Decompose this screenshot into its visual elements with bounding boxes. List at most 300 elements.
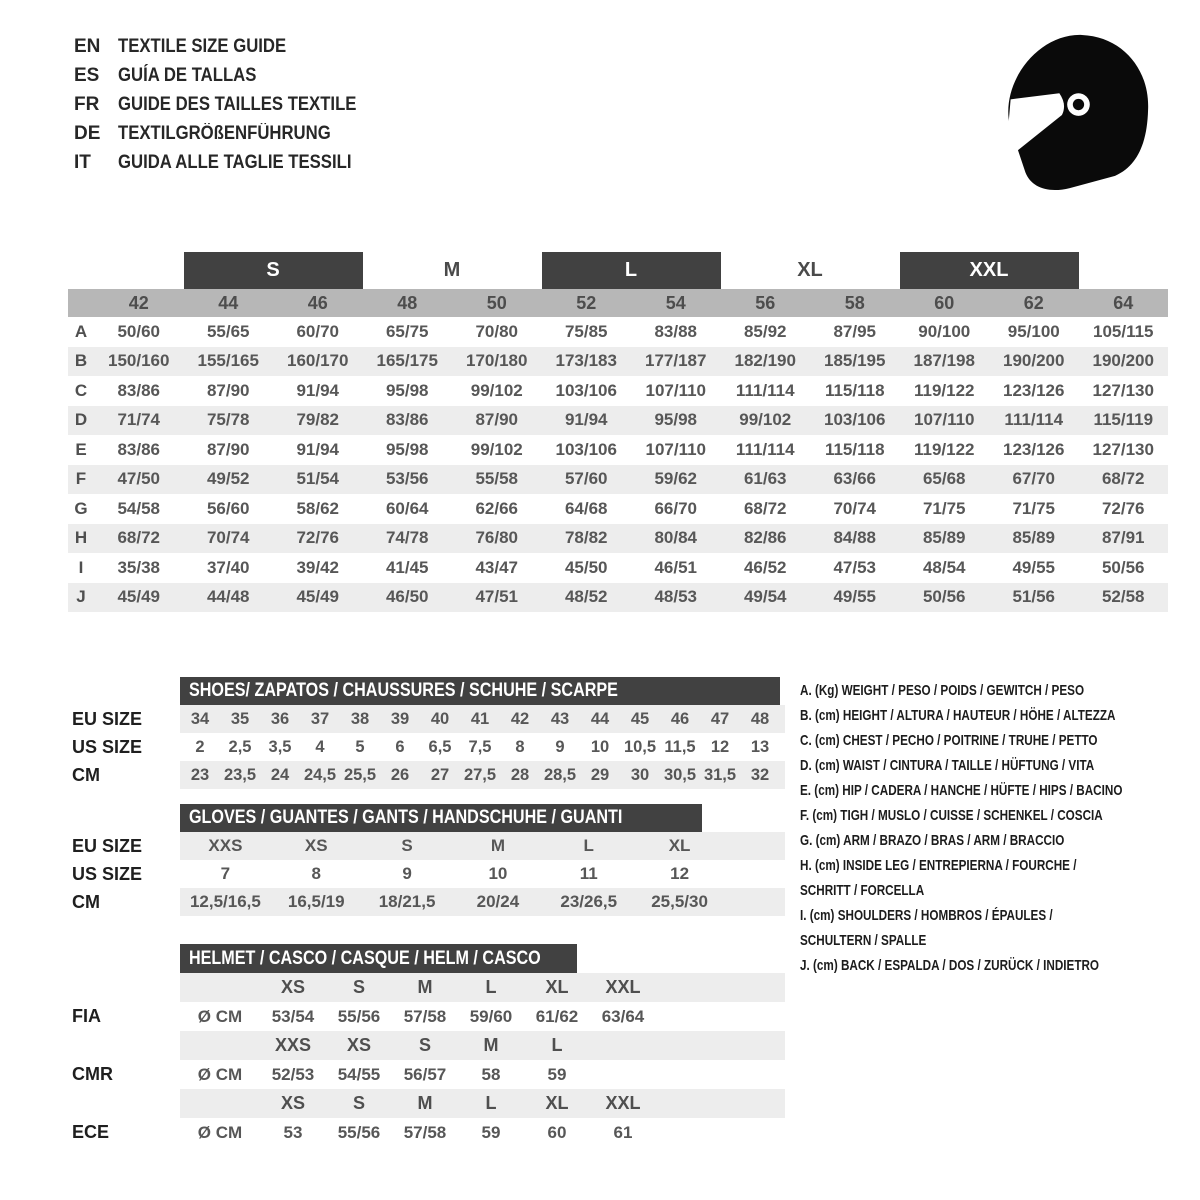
language-code: IT	[74, 151, 91, 173]
value-cell: 79/82	[296, 410, 340, 430]
shoes-title-row	[72, 677, 788, 705]
value-cell: 51/54	[296, 469, 340, 489]
unit-cell: Ø CM	[197, 1006, 243, 1026]
value-cell: 49/52	[206, 469, 250, 489]
value-cell	[590, 1060, 656, 1089]
shoes-title: SHOES/ ZAPATOS / CHAUSSURES / SCHUHE / SCARPE	[189, 680, 618, 701]
value-cell: L	[583, 836, 594, 855]
language-line	[74, 90, 389, 119]
value-cell: 29	[590, 765, 610, 784]
value-cell: 111/114	[1004, 410, 1064, 430]
row-label: J	[76, 587, 86, 607]
row-values	[180, 705, 780, 733]
language-line	[74, 32, 389, 61]
value-cell: 65/68	[922, 469, 966, 489]
row-content	[180, 761, 785, 789]
value-cell: 91/94	[296, 380, 340, 400]
size-number: 58	[844, 292, 865, 313]
helmet-size-row	[72, 1031, 788, 1060]
size-number: 42	[128, 292, 149, 313]
size-number: 46	[307, 292, 328, 313]
value-cell: 68/72	[117, 528, 161, 548]
row-values	[180, 832, 725, 860]
value-cell: 63/64	[601, 1006, 645, 1026]
value-cell: 72/76	[1101, 498, 1145, 518]
value-cell: 7	[220, 864, 231, 883]
value-cell: 127/130	[1092, 380, 1154, 400]
row-label: H	[74, 528, 88, 548]
value-cell: 65/75	[385, 321, 429, 341]
language-line	[74, 148, 389, 177]
value-cell: 53/54	[271, 1006, 315, 1026]
helmet-icon-svg	[988, 26, 1162, 204]
value-cell: 18/21,5	[378, 892, 436, 911]
value-cell: 24	[270, 765, 290, 784]
value-cell: 61	[613, 1122, 633, 1142]
row-content	[180, 733, 785, 761]
value-cell: 71/75	[922, 498, 966, 518]
value-cell: 9	[555, 737, 565, 756]
value-cell: 45	[630, 709, 650, 728]
size-group-row	[68, 252, 1168, 289]
value-cell: 20/24	[476, 892, 520, 911]
row-label: A	[74, 321, 88, 341]
row-values	[180, 1089, 656, 1118]
value-cell: 87/90	[475, 410, 519, 430]
size-label	[590, 1031, 656, 1060]
value-cell: 85/89	[922, 528, 966, 548]
size-label: M	[417, 1093, 433, 1113]
helmet-icon	[988, 26, 1162, 204]
value-cell: 119/122	[913, 380, 975, 400]
row-label: EU SIZE	[72, 835, 143, 856]
row-values	[180, 1060, 656, 1089]
value-cell: 37/40	[206, 557, 250, 577]
value-cell: 53/56	[385, 469, 429, 489]
size-number: 50	[486, 292, 507, 313]
section-row	[72, 860, 788, 888]
value-cell: 115/118	[824, 380, 885, 400]
size-number: 56	[755, 292, 776, 313]
value-cell: 61/62	[535, 1006, 579, 1026]
table-row-J	[68, 583, 1168, 613]
row-label: B	[74, 351, 88, 371]
value-cell: 12	[710, 737, 730, 756]
value-cell: 2	[195, 737, 205, 756]
value-cell: 46	[670, 709, 690, 728]
value-cell: 5	[355, 737, 365, 756]
legend-line: E. (cm) HIP / CADERA / HANCHE / HÜFTE / HIPS / BACINO	[800, 782, 1123, 799]
value-cell: 103/106	[555, 439, 617, 459]
legend-line: D. (cm) WAIST / CINTURA / TAILLE / HÜFTUNG / VITA	[800, 757, 1095, 774]
value-cell: 41/45	[385, 557, 429, 577]
value-cell: 56/60	[206, 498, 250, 518]
value-cell: 95/100	[1007, 321, 1060, 341]
unit-cell: Ø CM	[197, 1122, 243, 1142]
value-cell: 123/126	[1003, 380, 1065, 400]
value-cell: 28,5	[543, 765, 577, 784]
size-label: XXL	[605, 1093, 641, 1113]
legend-item	[800, 853, 1200, 903]
value-cell: 170/180	[466, 351, 528, 371]
value-cell: 95/98	[654, 410, 698, 430]
size-label: XXS	[274, 1035, 312, 1055]
value-cell: 70/80	[475, 321, 519, 341]
value-cell: 160/170	[287, 351, 349, 371]
size-number: 52	[576, 292, 597, 313]
row-label: E	[75, 439, 87, 459]
helmet-title-row	[72, 944, 788, 973]
legend-item	[800, 703, 1200, 728]
value-cell: 47	[710, 709, 730, 728]
helmet-size-row	[72, 1089, 788, 1118]
value-cell: 45/49	[296, 587, 340, 607]
value-cell: 123/126	[1003, 439, 1065, 459]
value-cell: 58/62	[296, 498, 340, 518]
size-group-XXL: XXL	[900, 252, 1079, 289]
value-cell: 61/63	[743, 469, 787, 489]
value-cell: 43	[550, 709, 570, 728]
value-cell: 2,5	[228, 737, 252, 756]
value-cell: 173/183	[555, 351, 617, 371]
value-cell: 12,5/16,5	[189, 892, 261, 911]
size-label: XL	[545, 1093, 569, 1113]
value-cell: 72/76	[296, 528, 340, 548]
value-cell: 23	[190, 765, 210, 784]
value-cell: M	[490, 836, 505, 855]
value-cell: 44/48	[206, 587, 250, 607]
value-cell: 46/51	[654, 557, 698, 577]
size-group-M: M	[443, 259, 461, 281]
value-cell: 55/56	[337, 1006, 381, 1026]
legend-item	[800, 903, 1200, 953]
helmet-value-row	[72, 1060, 788, 1089]
value-cell: 44	[590, 709, 610, 728]
value-cell: 57/58	[403, 1006, 447, 1026]
row-content	[180, 860, 785, 888]
section-row	[72, 733, 788, 761]
size-spacer	[180, 973, 260, 1002]
value-cell: 103/106	[824, 410, 886, 430]
section-row	[72, 761, 788, 789]
value-cell: 59	[481, 1122, 501, 1142]
value-cell: 70/74	[206, 528, 250, 548]
row-content	[180, 888, 785, 916]
row-label: FIA	[72, 1006, 101, 1026]
value-cell: 46/50	[385, 587, 429, 607]
row-label: F	[75, 469, 87, 489]
row-content	[180, 1060, 785, 1089]
value-cell: 48/53	[654, 587, 698, 607]
value-cell: 87/90	[206, 380, 250, 400]
value-cell: 99/102	[470, 380, 523, 400]
value-cell: 37	[310, 709, 330, 728]
value-cell: 8	[515, 737, 525, 756]
value-cell: 85/92	[743, 321, 787, 341]
value-cell: 80/84	[654, 528, 698, 548]
value-cell: 25,5/30	[651, 892, 708, 911]
legend-line: B. (cm) HEIGHT / ALTURA / HAUTEUR / HÖHE / ALTEZZA	[800, 707, 1116, 724]
size-label: XS	[280, 977, 305, 997]
value-cell: 119/122	[913, 439, 975, 459]
size-label: L	[485, 977, 497, 997]
value-cell: 49/55	[833, 587, 877, 607]
gloves-title-row	[72, 804, 788, 832]
value-cell: 3,5	[268, 737, 292, 756]
value-cell: 155/165	[197, 351, 259, 371]
legend-line: F. (cm) TIGH / MUSLO / CUISSE / SCHENKEL / COSCIA	[800, 807, 1103, 824]
language-code: EN	[74, 35, 101, 57]
value-cell: 51/56	[1012, 587, 1056, 607]
size-label: M	[483, 1035, 499, 1055]
value-cell: 6,5	[428, 737, 452, 756]
value-cell: 50/60	[117, 321, 161, 341]
value-cell: 59/60	[469, 1006, 513, 1026]
value-cell: 23,5	[223, 765, 257, 784]
value-cell: 42	[510, 709, 530, 728]
value-cell: 48	[750, 709, 770, 728]
value-cell: 90/100	[918, 321, 971, 341]
value-cell: 48/54	[922, 557, 966, 577]
legend-line: G. (cm) ARM / BRAZO / BRAS / ARM / BRACCIO	[800, 832, 1065, 849]
row-values	[180, 973, 656, 1002]
size-label: L	[551, 1035, 563, 1055]
value-cell: 40	[430, 709, 450, 728]
value-cell: 4	[315, 737, 325, 756]
value-cell: 16,5/19	[287, 892, 345, 911]
table-row-E	[68, 435, 1168, 465]
value-cell: 45/50	[564, 557, 608, 577]
value-cell: 52/53	[271, 1064, 315, 1084]
legend-item	[800, 803, 1200, 828]
language-line	[74, 119, 389, 148]
row-content	[180, 973, 785, 1002]
row-values	[180, 1118, 656, 1147]
size-label: XS	[346, 1035, 371, 1055]
row-label: G	[74, 498, 88, 518]
table-row-C	[68, 376, 1168, 406]
value-cell: 59	[547, 1064, 567, 1084]
value-cell: 99/102	[739, 410, 792, 430]
value-cell: 8	[311, 864, 321, 883]
value-cell: 85/89	[1012, 528, 1056, 548]
value-cell: 50/56	[922, 587, 966, 607]
size-label: M	[417, 977, 433, 997]
row-label: C	[74, 380, 88, 400]
value-cell: 45/49	[117, 587, 161, 607]
value-cell: 30,5	[663, 765, 697, 784]
value-cell: 165/175	[376, 351, 438, 371]
legend-line: A. (Kg) WEIGHT / PESO / POIDS / GEWITCH / PESO	[800, 682, 1085, 699]
value-cell: 95/98	[385, 380, 429, 400]
size-label: S	[352, 977, 365, 997]
table-row-H	[68, 524, 1168, 554]
size-spacer	[180, 1031, 260, 1060]
table-row-I	[68, 553, 1168, 583]
shoes-title-bar	[180, 677, 780, 705]
value-cell: 39/42	[296, 557, 340, 577]
value-cell: 62/66	[475, 498, 519, 518]
row-values	[180, 761, 780, 789]
value-cell: 55/58	[475, 469, 519, 489]
helmet-table	[72, 944, 788, 1147]
size-group-L: L	[542, 252, 721, 289]
value-cell: 25,5	[343, 765, 377, 784]
value-cell: 107/110	[645, 380, 706, 400]
row-values	[180, 888, 725, 916]
size-group-S: S	[184, 252, 363, 289]
value-cell: 26	[390, 765, 410, 784]
value-cell: 39	[390, 709, 410, 728]
size-number: 44	[218, 292, 239, 313]
value-cell: 10	[590, 737, 610, 756]
section-row	[72, 705, 788, 733]
table-row-D	[68, 406, 1168, 436]
value-cell: 127/130	[1092, 439, 1154, 459]
value-cell: 187/198	[913, 351, 975, 371]
value-cell: 48/52	[564, 587, 608, 607]
helmet-value-row	[72, 1002, 788, 1031]
gloves-table	[72, 804, 788, 916]
value-cell: 54/58	[117, 498, 161, 518]
value-cell: 71/74	[117, 410, 161, 430]
value-cell: 56/57	[403, 1064, 447, 1084]
value-cell: 55/65	[206, 321, 250, 341]
value-cell: 84/88	[833, 528, 877, 548]
value-cell: 115/118	[824, 439, 885, 459]
value-cell: 57/60	[564, 469, 608, 489]
row-label: ECE	[72, 1122, 110, 1142]
value-cell: 67/70	[1012, 469, 1056, 489]
value-cell: 43/47	[475, 557, 519, 577]
size-number: 62	[1023, 292, 1044, 313]
value-cell: 46/52	[743, 557, 787, 577]
size-group-XL: XL	[797, 259, 823, 281]
value-cell: 150/160	[108, 351, 170, 371]
value-cell: 76/80	[475, 528, 519, 548]
value-cell: XL	[668, 836, 691, 855]
value-cell: 74/78	[385, 528, 429, 548]
value-cell: 58	[481, 1064, 501, 1084]
legend-line: I. (cm) SHOULDERS / HOMBROS / ÉPAULES /	[800, 907, 1053, 924]
row-label	[72, 1089, 180, 1118]
row-values	[180, 733, 780, 761]
unit-cell: Ø CM	[197, 1064, 243, 1084]
value-cell: 66/70	[654, 498, 698, 518]
language-label: TEXTILE SIZE GUIDE	[118, 35, 287, 57]
value-cell: 95/98	[385, 439, 429, 459]
row-values	[180, 1002, 656, 1031]
row-content	[180, 832, 785, 860]
size-label: S	[352, 1093, 365, 1113]
value-cell: 60/64	[385, 498, 429, 518]
value-cell: XXS	[208, 836, 243, 855]
value-cell: 52/58	[1101, 587, 1145, 607]
value-cell: 59/62	[654, 469, 698, 489]
value-cell: 91/94	[564, 410, 608, 430]
legend-line: H. (cm) INSIDE LEG / ENTREPIERNA / FOURCHE /	[800, 857, 1077, 874]
value-cell: 23/26,5	[560, 892, 618, 911]
size-number: 54	[665, 292, 686, 313]
value-cell: 27,5	[463, 765, 497, 784]
size-label: L	[485, 1093, 497, 1113]
helmet-size-row	[72, 973, 788, 1002]
value-cell: 83/88	[654, 321, 698, 341]
value-cell: S	[401, 836, 413, 855]
value-cell: 182/190	[734, 351, 796, 371]
value-cell: 71/75	[1012, 498, 1056, 518]
value-cell: 41	[470, 709, 490, 728]
value-cell: 35	[230, 709, 250, 728]
value-cell: 68/72	[1101, 469, 1145, 489]
value-cell: 64/68	[564, 498, 608, 518]
value-cell: 38	[350, 709, 370, 728]
value-cell: 91/94	[296, 439, 340, 459]
value-cell: 107/110	[913, 410, 975, 430]
legend-item	[800, 753, 1200, 778]
legend-line: C. (cm) CHEST / PECHO / POITRINE / TRUHE / PETTO	[800, 732, 1098, 749]
row-label: CM	[72, 891, 100, 912]
value-cell: 13	[750, 737, 770, 756]
value-cell: 82/86	[743, 528, 787, 548]
table-row-G	[68, 494, 1168, 524]
value-cell: 83/86	[385, 410, 429, 430]
language-line	[74, 61, 389, 90]
gloves-title: GLOVES / GUANTES / GANTS / HANDSCHUHE / GUANTI	[189, 807, 623, 828]
row-label	[72, 1031, 180, 1060]
helmet-title: HELMET / CASCO / CASQUE / HELM / CASCO	[189, 947, 541, 969]
value-cell: 75/78	[206, 410, 250, 430]
value-cell: 177/187	[645, 351, 707, 371]
row-label	[72, 973, 180, 1002]
textile-size-table	[68, 252, 1168, 612]
row-content	[180, 705, 785, 733]
helmet-title-bar	[180, 944, 577, 973]
value-cell: 57/58	[403, 1122, 447, 1142]
value-cell: 49/54	[743, 587, 787, 607]
value-cell: 35/38	[117, 557, 161, 577]
table-row-A	[68, 317, 1168, 347]
band-spacer	[68, 289, 94, 317]
value-cell: 36	[270, 709, 290, 728]
value-cell: 47/50	[117, 469, 161, 489]
value-cell: 28	[510, 765, 530, 784]
size-label: XXL	[605, 977, 641, 997]
shoes-table	[72, 677, 788, 789]
legend-line: SCHULTERN / SPALLE	[800, 932, 927, 949]
value-cell: 115/119	[1093, 410, 1154, 430]
row-label: US SIZE	[72, 863, 143, 884]
row-label: I	[78, 557, 84, 577]
language-code: DE	[74, 122, 101, 144]
value-cell: 30	[630, 765, 650, 784]
value-cell: 11	[579, 864, 598, 883]
value-cell: 34	[190, 709, 210, 728]
row-values	[180, 860, 725, 888]
language-list	[74, 32, 389, 177]
value-cell: 190/200	[1092, 351, 1154, 371]
value-cell: 87/91	[1101, 528, 1145, 548]
row-content	[180, 1002, 785, 1031]
value-cell: 111/114	[735, 439, 795, 459]
value-cell: 60/70	[296, 321, 340, 341]
value-cell: 53	[283, 1122, 303, 1142]
value-cell: 185/195	[824, 351, 886, 371]
value-cell: 87/95	[833, 321, 877, 341]
size-number-row	[68, 289, 1168, 317]
legend-line: J. (cm) BACK / ESPALDA / DOS / ZURÜCK / INDIETRO	[800, 957, 1100, 974]
size-label: XL	[545, 977, 569, 997]
